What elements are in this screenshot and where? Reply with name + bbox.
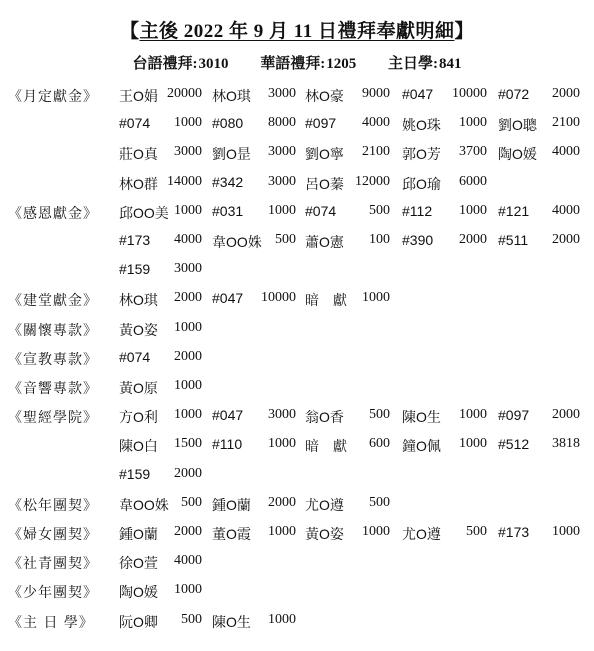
donation-amount: 4000 xyxy=(552,144,580,160)
donation-amount: 1000 xyxy=(552,524,580,539)
donation-amount: 2000 xyxy=(552,407,580,423)
donor-name: 莊O真 xyxy=(119,146,158,163)
title-text: 主後 2022 年 9 月 11 日禮拜奉獻明細 xyxy=(139,21,455,42)
donor-name: 陳O白 xyxy=(119,438,158,455)
donor-name: #031 xyxy=(212,202,244,219)
ledger-row xyxy=(0,349,594,373)
donor-name: 林O琪 xyxy=(119,292,158,309)
donation-amount: 500 xyxy=(275,232,296,247)
category-label: 《感恩獻金》 xyxy=(8,205,98,222)
donation-amount: 10000 xyxy=(452,86,487,101)
donation-amount: 1000 xyxy=(459,115,487,131)
stat-sunday-school xyxy=(388,56,462,72)
ledger-row xyxy=(0,466,594,490)
ledger-row xyxy=(0,290,594,314)
donor-name: 暗 獻 xyxy=(305,438,347,455)
donation-amount: 500 xyxy=(369,494,390,510)
ledger-row xyxy=(0,436,594,460)
donor-name: 尤O遵 xyxy=(305,496,344,513)
donor-name: 阮O卿 xyxy=(119,613,158,630)
donor-name: 鍾O蘭 xyxy=(212,496,251,513)
donor-name: 林O豪 xyxy=(305,88,344,104)
donation-amount: 4000 xyxy=(174,232,202,247)
donor-name: 劉O昰 xyxy=(212,146,251,163)
donor-name: 方O利 xyxy=(119,409,158,426)
category-label: 《音響專款》 xyxy=(8,381,98,397)
donation-amount: 1000 xyxy=(459,407,487,423)
donor-name: 呂O蓁 xyxy=(305,175,344,192)
donation-amount: 3000 xyxy=(268,144,296,160)
donor-name: 鐘O佩 xyxy=(402,438,441,455)
donor-name: #047 xyxy=(212,290,244,307)
donation-amount: 2000 xyxy=(174,348,202,364)
donor-name: 陶O媛 xyxy=(498,146,537,163)
donor-name: 陳O生 xyxy=(212,613,251,630)
donation-amount: 4000 xyxy=(174,553,202,569)
donor-name: 翁O香 xyxy=(305,409,344,426)
donor-name: 黃O姿 xyxy=(119,321,158,338)
donation-amount: 1000 xyxy=(459,436,487,452)
donation-amount: 1000 xyxy=(174,319,202,335)
ledger-row xyxy=(0,232,594,256)
donation-amount: 2000 xyxy=(552,86,580,101)
ledger-row xyxy=(0,407,594,431)
donation-amount: 4000 xyxy=(552,202,580,218)
donation-amount: 3818 xyxy=(552,436,580,452)
category-label: 《月定獻金》 xyxy=(8,89,98,105)
donation-amount: 20000 xyxy=(167,86,202,101)
donor-name: #047 xyxy=(402,86,434,102)
donation-amount: 500 xyxy=(369,407,390,423)
donor-name: #097 xyxy=(305,115,337,132)
donation-amount: 600 xyxy=(369,436,390,452)
donation-amount: 2100 xyxy=(362,144,390,160)
ledger-row xyxy=(0,203,594,227)
attendance-stats xyxy=(0,52,594,73)
donation-amount: 100 xyxy=(369,232,390,247)
donation-amount: 2000 xyxy=(174,524,202,539)
ledger-row xyxy=(0,144,594,168)
donor-name: #159 xyxy=(119,465,151,482)
donation-amount: 500 xyxy=(369,202,390,218)
donor-name: 林O琪 xyxy=(212,88,251,104)
donation-amount: 500 xyxy=(466,524,487,539)
stat-value: 841 xyxy=(439,56,462,72)
category-label: 《社青團契》 xyxy=(8,556,98,573)
donor-name: #072 xyxy=(498,86,530,102)
category-label: 《建堂獻金》 xyxy=(8,293,98,310)
donor-name: 徐O萱 xyxy=(119,555,158,572)
donation-amount: 3000 xyxy=(268,407,296,423)
donation-amount: 3000 xyxy=(174,261,202,277)
donation-amount: 3700 xyxy=(459,144,487,160)
ledger-row xyxy=(0,261,594,285)
donation-amount: 500 xyxy=(181,494,202,510)
ledger-row xyxy=(0,524,594,548)
donor-name: 黃O原 xyxy=(119,380,158,396)
category-label: 《松年團契》 xyxy=(8,497,98,514)
donation-amount: 8000 xyxy=(268,115,296,131)
donor-name: 董O霞 xyxy=(212,526,251,542)
donor-name: 姚O珠 xyxy=(402,117,441,134)
ledger-row xyxy=(0,582,594,606)
donor-name: 劉O聰 xyxy=(498,117,537,134)
donation-amount: 2100 xyxy=(552,115,580,131)
donor-name: #110 xyxy=(212,436,243,453)
donation-amount: 1000 xyxy=(362,524,390,539)
donation-amount: 1000 xyxy=(362,290,390,306)
stat-value: 3010 xyxy=(198,56,229,72)
donor-name: #390 xyxy=(402,232,434,248)
donor-name: #342 xyxy=(212,173,244,190)
donation-amount: 1000 xyxy=(268,436,296,452)
ledger-row xyxy=(0,86,594,110)
donation-amount: 1000 xyxy=(174,582,202,598)
donation-amount: 14000 xyxy=(167,173,202,189)
ledger-row xyxy=(0,174,594,198)
donor-name: 邱O瑜 xyxy=(402,175,441,192)
ledger-row xyxy=(0,495,594,519)
donation-amount: 2000 xyxy=(459,232,487,247)
ledger-row xyxy=(0,378,594,402)
title-bracket-open: 【 xyxy=(120,21,140,42)
donor-name: 韋OO姝 xyxy=(119,496,169,513)
donor-name: 蕭O憲 xyxy=(305,234,344,250)
donation-amount: 1000 xyxy=(268,524,296,539)
donor-name: 暗 獻 xyxy=(305,292,347,309)
donor-name: #074 xyxy=(119,348,151,365)
donor-name: #159 xyxy=(119,261,151,278)
donor-name: #080 xyxy=(212,115,244,132)
donation-amount: 2000 xyxy=(174,465,202,481)
stat-value: 1205 xyxy=(326,56,357,72)
donation-amount: 3000 xyxy=(268,86,296,101)
donation-amount: 1000 xyxy=(459,202,487,218)
donor-name: #512 xyxy=(498,436,530,453)
donor-name: 陶O媛 xyxy=(119,584,158,601)
category-label: 《少年團契》 xyxy=(8,585,98,602)
ledger-row xyxy=(0,320,594,344)
donation-amount: 500 xyxy=(181,611,202,627)
ledger-row xyxy=(0,553,594,577)
category-label: 《關懷專款》 xyxy=(8,322,98,339)
donor-name: #074 xyxy=(305,202,337,219)
donor-name: 陳O生 xyxy=(402,409,441,426)
donation-amount: 1000 xyxy=(174,202,202,218)
donor-name: 邱OO美 xyxy=(119,204,169,221)
donor-name: #074 xyxy=(119,115,151,132)
stat-label: 華語禮拜: xyxy=(260,56,326,72)
donor-name: #173 xyxy=(119,232,151,248)
donor-name: 黃O姿 xyxy=(305,526,344,542)
donation-amount: 2000 xyxy=(552,232,580,247)
donation-amount: 1500 xyxy=(174,436,202,452)
category-label: 《聖經學院》 xyxy=(8,410,98,427)
donation-amount: 2000 xyxy=(268,494,296,510)
page-title xyxy=(0,16,594,43)
donor-name: 韋OO姝 xyxy=(212,234,262,250)
donation-amount: 12000 xyxy=(355,173,390,189)
stat-label: 台語禮拜: xyxy=(132,56,198,72)
category-label: 《婦女團契》 xyxy=(8,527,98,543)
donation-amount: 3000 xyxy=(268,173,296,189)
donor-name: 劉O寧 xyxy=(305,146,344,163)
donation-amount: 6000 xyxy=(459,173,487,189)
donation-amount: 1000 xyxy=(174,378,202,393)
donor-name: #173 xyxy=(498,524,530,540)
donation-amount: 10000 xyxy=(261,290,296,306)
donation-amount: 1000 xyxy=(174,115,202,131)
stat-taiwanese-service xyxy=(133,56,229,72)
ledger-row xyxy=(0,115,594,139)
donor-name: #097 xyxy=(498,407,530,424)
donor-name: 鍾O蘭 xyxy=(119,526,158,542)
donor-name: #047 xyxy=(212,407,244,424)
donation-amount: 4000 xyxy=(362,115,390,131)
donation-amount: 2000 xyxy=(174,290,202,306)
donor-name: 王O娟 xyxy=(119,88,158,104)
donor-name: #121 xyxy=(498,202,530,219)
stat-mandarin-service xyxy=(260,56,356,72)
category-label: 《宣教專款》 xyxy=(8,351,98,368)
category-label: 《主 日 學》 xyxy=(8,614,94,631)
donation-amount: 1000 xyxy=(174,407,202,423)
title-bracket-close: 】 xyxy=(454,21,474,42)
donor-name: 郭O芳 xyxy=(402,146,441,163)
donor-name: 林O群 xyxy=(119,175,158,192)
donor-name: #112 xyxy=(402,202,433,219)
ledger-row xyxy=(0,612,594,636)
stat-label: 主日學: xyxy=(388,56,438,72)
donation-amount: 1000 xyxy=(268,611,296,627)
donation-amount: 3000 xyxy=(174,144,202,160)
donor-name: 尤O遵 xyxy=(402,526,441,542)
donor-name: #511 xyxy=(498,232,529,248)
donation-amount: 9000 xyxy=(362,86,390,101)
donation-amount: 1000 xyxy=(268,202,296,218)
